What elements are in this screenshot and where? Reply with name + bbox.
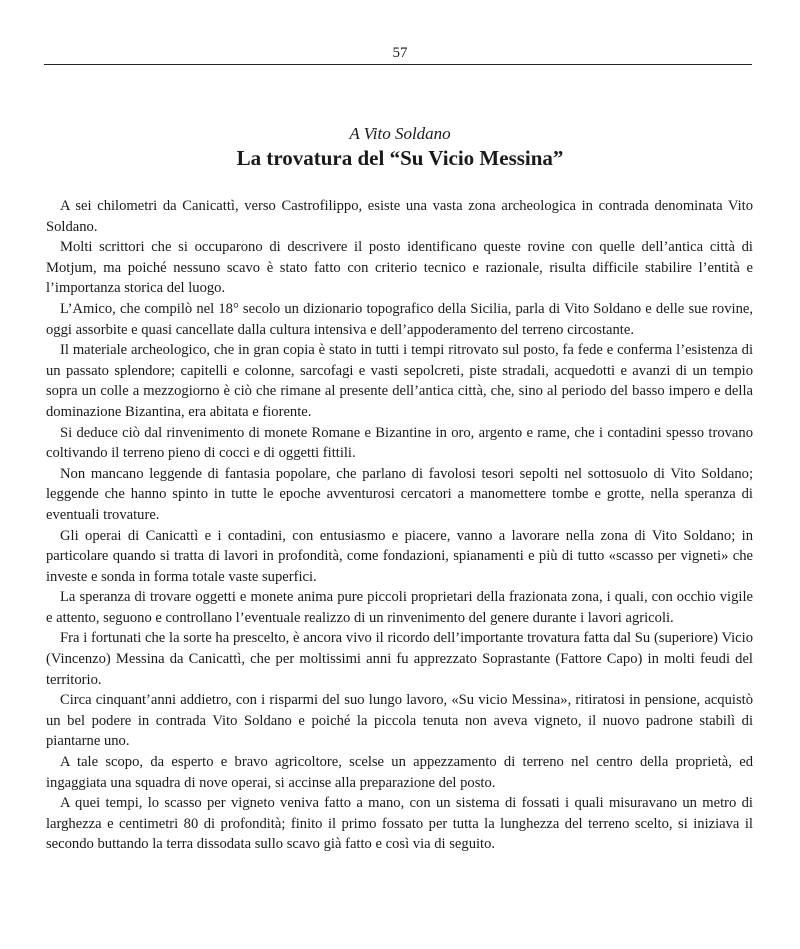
body-text <box>46 196 753 855</box>
paragraph: La speranza di trovare oggetti e monete anima pure piccoli proprietari della frazionata zona, i quali, con occhio vigile e attento, seguono e controllano l’eventuale realizzo di un rinvenimento del genere durante i lavori agricoli. <box>46 589 753 626</box>
paragraph: Si deduce ciò dal rinvenimento di monete Romane e Bizantine in oro, argento e rame, che i contadini spesso trovano coltivando il terreno pieno di cocci e di oggetti fittili. <box>46 424 753 462</box>
paragraph: A tale scopo, da esperto e bravo agricoltore, scelse un appezzamento di terreno nel centro della proprietà, ed ingaggiata una squadra di nove operai, si accinse alla preparazione del posto. <box>46 754 753 791</box>
chapter-title: La trovatura del “Su Vicio Messina” <box>236 146 564 170</box>
header-rule <box>44 64 752 65</box>
paragraph: Non mancano leggende di fantasia popolare, che parlano di favolosi tesori sepolti nel sottosuolo di Vito Soldano; leggende che hanno spinto in tutte le epoche avventurosi cercatori a manomettere tombe e grotte, nella speranza di eventuali trovature. <box>46 465 753 523</box>
paragraph: Molti scrittori che si occuparono di descrivere il posto identificano queste rovine con quelle dell’antica città di Motjum, ma poiché nessuno scavo è stato fatto con criterio tecnico e razionale, risulta difficile stabilire l’entità e l’importanza storica del luogo. <box>46 239 753 297</box>
paragraph: A sei chilometri da Canicattì, verso Castrofilippo, esiste una vasta zona archeologica in contrada denominata Vito Soldano. <box>46 198 753 235</box>
paragraph: Gli operai di Canicattì e i contadini, con entusiasmo e piacere, vanno a lavorare nella zona di Vito Soldano; in particolare quando si tratta di lavori in profondità, come fondazioni, spianamenti e più di tutto «scasso per vigneti» che investe e sonda in forma totale vaste superfici. <box>46 527 753 585</box>
paragraph: Circa cinquant’anni addietro, con i risparmi del suo lungo lavoro, «Su vicio Messina», ritiratosi in pensione, acquistò un bel podere in contrada Vito Soldano e poiché la piccola tenuta non aveva vigneto, il nuovo padrone stabilì di piantarne uno. <box>46 692 753 750</box>
paragraph: Il materiale archeologico, che in gran copia è stato in tutti i tempi ritrovato sul posto, fa fede e conferma l’esistenza di un passato splendore; capitelli e colonne, sarcofagi e vasti sepolcreti, piste stradali, acquedotti e avanzi di un tempio sopra un colle a mezzogiorno è ciò che rimane al presente dell’antica città, che, sino al periodo del basso impero e della dominazione Bizantina, era abitata e fiorente. <box>46 342 753 420</box>
page-number: 57 <box>392 45 408 61</box>
dedication: A Vito Soldano <box>349 124 451 143</box>
paragraph: A quei tempi, lo scasso per vigneto veniva fatto a mano, con un sistema di fossati i quali misuravano un metro di larghezza e centimetri 80 di profondità; finito il primo fossato per tutta la lunghezza del terreno scelto, si iniziava il secondo buttando la terra dissodata sullo scavo già fatto e così via di seguito. <box>46 795 753 853</box>
paragraph: Fra i fortunati che la sorte ha prescelto, è ancora vivo il ricordo dell’importante trovatura fatta dal Su (superiore) Vicio (Vincenzo) Messina da Canicattì, che per moltissimi anni fu apprezzato Soprastante (Fattore Capo) in molti feudi del territorio. <box>46 630 753 688</box>
paragraph: L’Amico, che compilò nel 18° secolo un dizionario topografico della Sicilia, parla di Vito Soldano e delle sue rovine, oggi assorbite e quasi cancellate dalla cultura intensiva e dell’appoderamento del terreno circostante. <box>46 300 753 338</box>
